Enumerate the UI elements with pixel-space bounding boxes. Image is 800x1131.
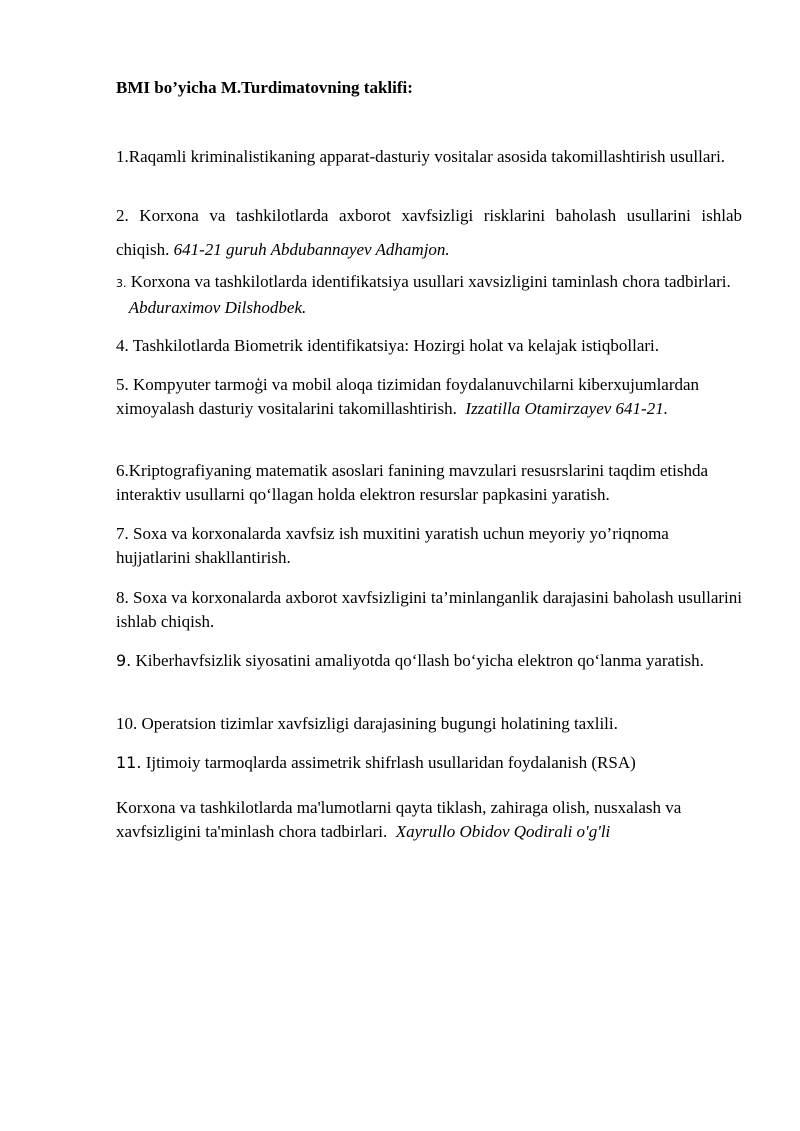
item-text: Korxona va tashkilotlarda ma'lumotlarni qayta tiklash, zahiraga olish, nusxalash va xavfsizligini ta'minlash chora tadbirlari. <box>116 798 682 841</box>
list-item <box>116 712 742 736</box>
item-number: 3. <box>116 277 127 290</box>
item-number: 11. <box>116 753 142 772</box>
item-text: Tashkilotlarda Biometrik identifikatsiya: Hozirgi holat va kelajak istiqbollari. <box>132 336 660 355</box>
list-item <box>116 373 742 421</box>
item-text: Raqamli kriminalistikaning apparat-dasturiy vositalar asosida takomillashtirish usullari. <box>128 147 726 166</box>
list-item <box>116 649 742 673</box>
list-item <box>116 751 742 775</box>
item-text: Korxona va tashkilotlarda axborot xavfsizligi risklarini baholash usullarini ishlab chiqish. <box>116 206 742 259</box>
item-number: 8. <box>116 588 129 607</box>
item-number: 9. <box>116 651 132 670</box>
item-text: Korxona va tashkilotlarda identifikatsiya usullari xavsizligini taminlash chora tadbirlari. <box>130 272 731 291</box>
item-text: Ijtimoiy tarmoqlarda assimetrik shifrlash usullaridan foydalanish (RSA) <box>145 753 636 772</box>
item-number: 6. <box>116 461 129 480</box>
list-item <box>116 199 742 267</box>
list-item <box>116 270 742 320</box>
item-number: 2. <box>116 206 129 225</box>
item-author: Izzatilla Otamirzayev 641-21. <box>465 399 668 418</box>
item-text: Kompyuter tarmoģi va mobil aloqa tizimidan foydalanuvchilarni kiberxujumlardan ximoyalash dasturiy vositalarini takomillashtirish. <box>116 375 700 418</box>
item-number: 1. <box>116 147 129 166</box>
list-item <box>116 522 742 570</box>
item-text: Kriptografiyaning matematik asoslari fanining mavzulari resusrslarini taqdim etishda interaktiv usullarni qo‘llagan holda elektron resurslar papkasini yaratish. <box>116 461 709 504</box>
item-author: Xayrullo Obidov Qodirali o'g'li <box>395 822 611 841</box>
list-item <box>116 586 742 634</box>
item-text: Soxa va korxonalarda axborot xavfsizligini ta’minlanganlik darajasini baholash usullarini ishlab chiqish. <box>116 588 743 631</box>
item-text: Kiberhavfsizlik siyosatini amaliyotda qo‘llash bo‘yicha elektron qo‘lanma yaratish. <box>135 651 704 670</box>
list-item <box>116 140 742 174</box>
list-item <box>116 459 742 507</box>
item-number: 7. <box>116 524 129 543</box>
item-author: Abduraximov Dilshodbek. <box>128 298 307 317</box>
list-item <box>116 334 742 358</box>
item-number: 4. <box>116 336 129 355</box>
item-text: Soxa va korxonalarda xavfsiz ish muxitini yaratish uchun meyoriy yo’riqnoma hujjatlarini shakllantirish. <box>116 524 669 567</box>
list-item <box>116 796 742 844</box>
item-number: 5. <box>116 375 129 394</box>
item-text: Operatsion tizimlar xavfsizligi darajasining bugungi holatining taxlili. <box>141 714 618 733</box>
page-title: BMI bo’yicha M.Turdimatovning taklifi: <box>116 78 413 97</box>
item-author: 641-21 guruh Abdubannayev Adhamjon. <box>173 240 450 259</box>
item-number: 10. <box>116 714 138 733</box>
